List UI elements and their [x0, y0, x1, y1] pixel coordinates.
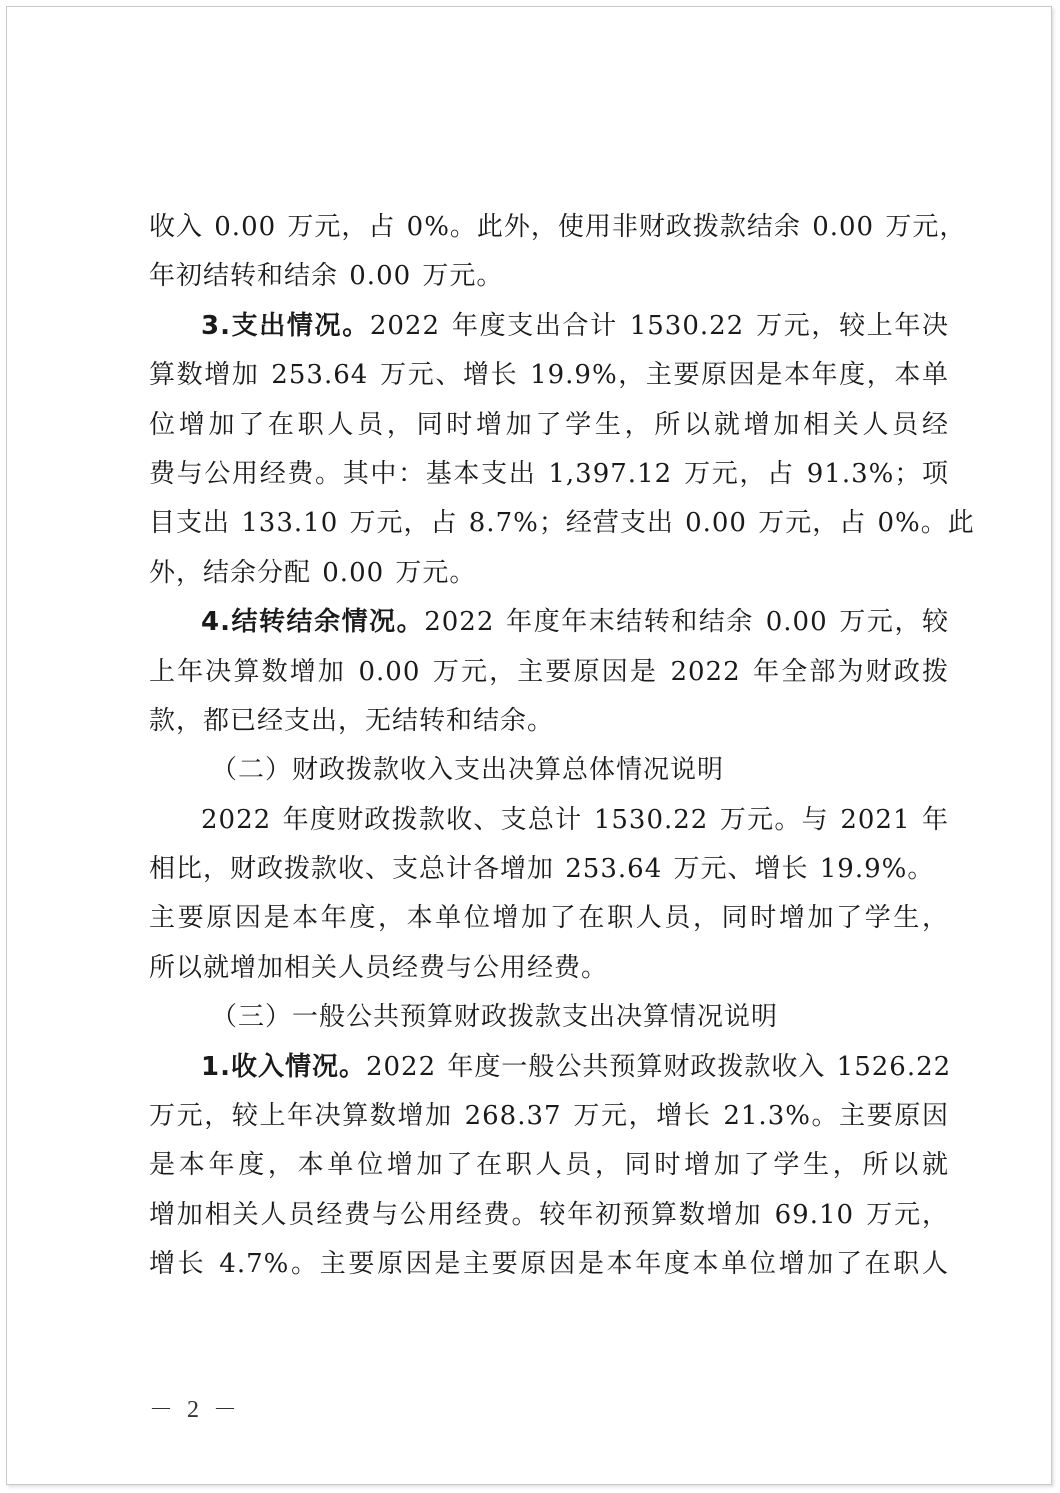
text-line	[149, 351, 949, 400]
text-line	[149, 450, 949, 499]
text-line	[149, 796, 949, 845]
text-line	[149, 1092, 949, 1141]
text-segment: 费与公用经费。其中：基本支出 1,397.12 万元，占 91.3%；项	[149, 458, 949, 489]
text-segment: 位增加了在职人员，同时增加了学生，所以就增加相关人员经	[149, 409, 949, 440]
text-line	[149, 697, 949, 746]
section-heading: 3.支出情况。	[201, 310, 370, 341]
text-line	[149, 993, 949, 1042]
text-segment: 上年决算数增加 0.00 万元，主要原因是 2022 年全部为财政拨	[149, 656, 949, 687]
text-line	[149, 1191, 949, 1240]
text-line	[149, 203, 967, 252]
text-line	[149, 746, 949, 795]
text-segment: 2022 年度财政拨款收、支总计 1530.22 万元。与 2021 年	[201, 804, 949, 835]
text-segment: （三）一般公共预算财政拨款支出决算情况说明	[211, 1002, 779, 1033]
document-body	[149, 203, 975, 1290]
text-line	[149, 499, 975, 548]
text-line	[149, 598, 949, 647]
text-segment: 外，结余分配 0.00 万元。	[149, 557, 477, 588]
text-line	[149, 1043, 952, 1092]
text-line	[149, 894, 949, 943]
text-segment: （二）财政拨款收入支出决算总体情况说明	[211, 755, 725, 786]
text-segment: 主要原因是本年度，本单位增加了在职人员，同时增加了学生，	[149, 903, 949, 934]
text-segment: 增长 4.7%。主要原因是主要原因是本年度本单位增加了在职人	[149, 1249, 949, 1280]
text-segment: 相比，财政拨款收、支总计各增加 253.64 万元、增长 19.9%。	[149, 854, 935, 885]
text-line	[149, 845, 949, 894]
text-line	[149, 648, 949, 697]
text-segment: 是本年度，本单位增加了在职人员，同时增加了学生，所以就	[149, 1150, 949, 1181]
text-segment: 万元，较上年决算数增加 268.37 万元，增长 21.3%。主要原因	[149, 1101, 949, 1132]
page-number: － 2 －	[149, 1397, 241, 1423]
text-segment: 收入 0.00 万元，占 0%。此外，使用非财政拨款结余 0.00 万元，	[149, 212, 967, 242]
text-segment: 年初结转和结余 0.00 万元。	[149, 261, 504, 292]
section-heading: 1.收入情况。	[201, 1051, 366, 1082]
section-heading: 4.结转结余情况。	[201, 607, 425, 638]
document-page	[6, 6, 1052, 1485]
text-segment: 款，都已经支出，无结转和结余。	[149, 705, 555, 736]
text-line	[149, 549, 949, 598]
text-segment: 目支出 133.10 万元，占 8.7%；经营支出 0.00 万元，占 0%。此	[149, 508, 975, 539]
text-line	[149, 1141, 949, 1190]
text-line	[149, 401, 949, 450]
text-line	[149, 1240, 949, 1289]
text-segment: 增加相关人员经费与公用经费。较年初预算数增加 69.10 万元，	[149, 1199, 949, 1230]
text-line	[149, 252, 949, 301]
text-segment: 算数增加 253.64 万元、增长 19.9%，主要原因是本年度，本单	[149, 360, 949, 391]
text-segment: 2022 年度一般公共预算财政拨款收入 1526.22	[365, 1051, 952, 1082]
text-line	[149, 944, 949, 993]
text-segment: 2022 年度支出合计 1530.22 万元，较上年决	[369, 310, 949, 341]
text-segment: 所以就增加相关人员经费与公用经费。	[149, 952, 609, 983]
text-line	[149, 302, 949, 351]
text-segment: 2022 年度年末结转和结余 0.00 万元，较	[424, 607, 949, 638]
